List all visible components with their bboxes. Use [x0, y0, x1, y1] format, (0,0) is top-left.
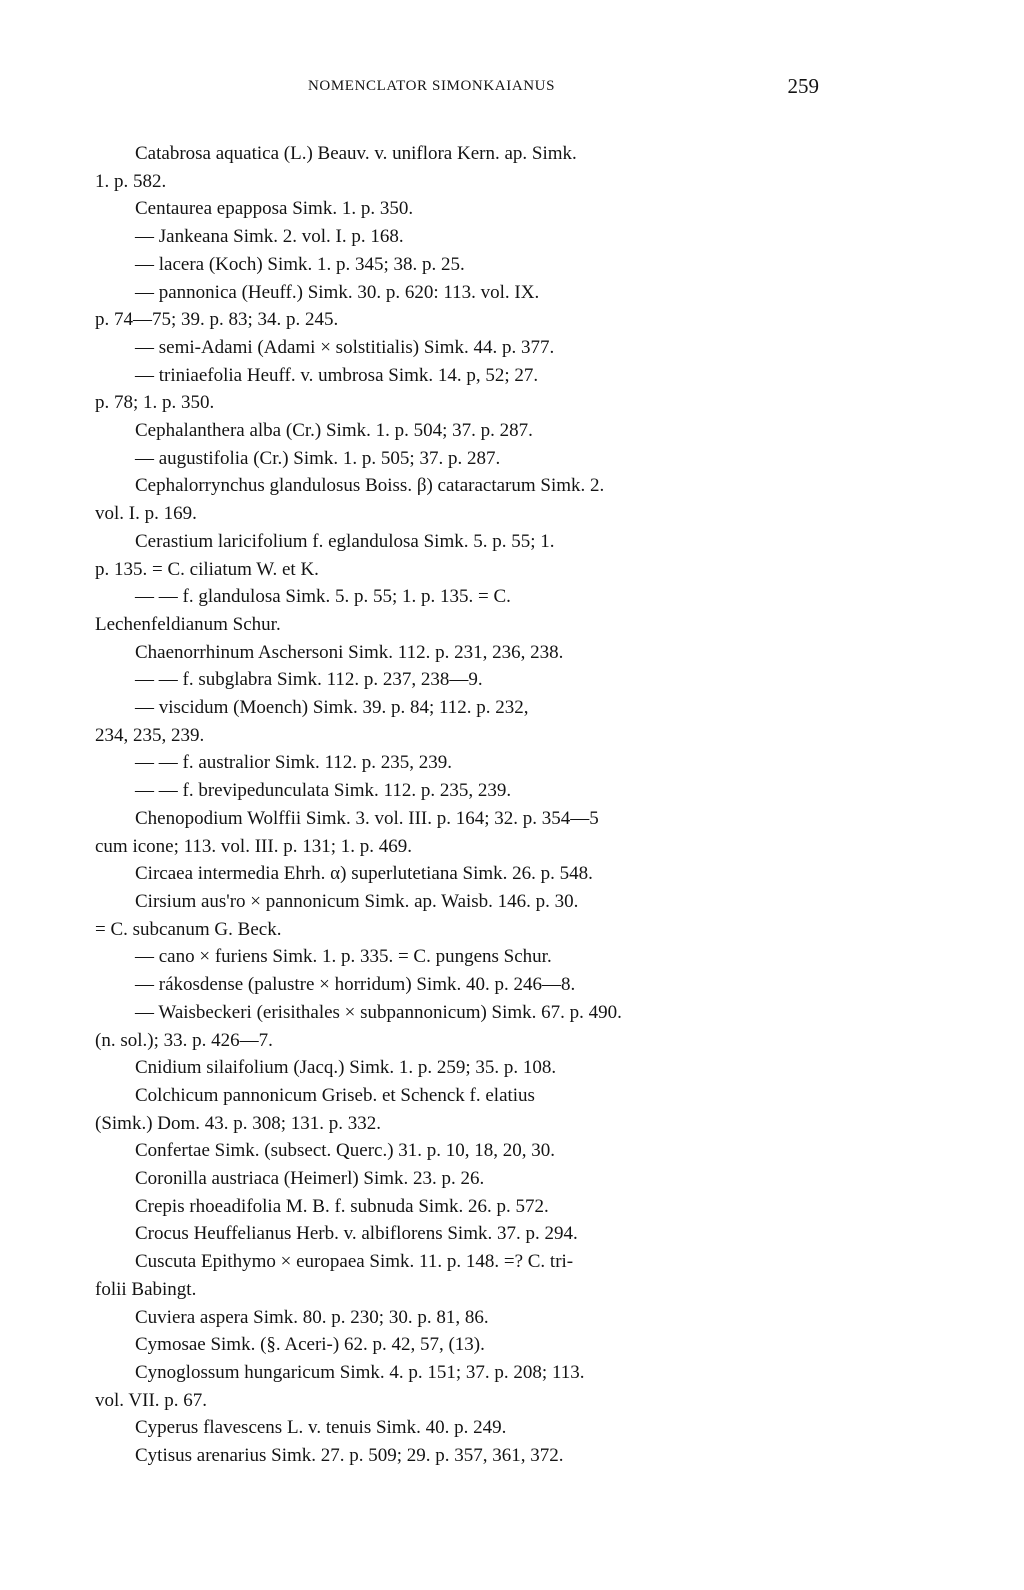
index-line: Crepis rhoeadifolia M. B. f. subnuda Simk. 26. p. 572. — [135, 1195, 549, 1217]
index-line: Confertae Simk. (subsect. Querc.) 31. p. 10, 18, 20, 30. — [135, 1140, 556, 1162]
index-line: Lechenfeldianum Schur. — [95, 613, 281, 635]
index-line: Cymosae Simk. (§. Aceri-) 62. p. 42, 57, (13). — [135, 1334, 485, 1356]
index-line: Colchicum pannonicum Griseb. et Schenck f. elatius — [135, 1084, 535, 1106]
index-line: — viscidum (Moench) Simk. 39. p. 84; 112. p. 232, — [135, 697, 529, 719]
index-line: cum icone; 113. vol. III. p. 131; 1. p. 469. — [95, 835, 412, 857]
index-line: Cirsium aus'ro × pannonicum Simk. ap. Waisb. 146. p. 30. — [135, 890, 579, 912]
index-line: Circaea intermedia Ehrh. α) superlutetiana Simk. 26. p. 548. — [135, 863, 593, 885]
index-line: — — f. glandulosa Simk. 5. p. 55; 1. p. 135. = C. — [135, 586, 511, 608]
index-line: p. 78; 1. p. 350. — [95, 392, 215, 414]
index-line: Centaurea epapposa Simk. 1. p. 350. — [135, 198, 414, 220]
index-line: (n. sol.); 33. p. 426—7. — [95, 1029, 273, 1051]
index-line: Cuviera aspera Simk. 80. p. 230; 30. p. 81, 86. — [135, 1306, 489, 1328]
index-line: — lacera (Koch) Simk. 1. p. 345; 38. p. 25. — [135, 253, 465, 275]
index-line: p. 74—75; 39. p. 83; 34. p. 245. — [95, 309, 339, 331]
index-line: p. 135. = C. ciliatum W. et K. — [95, 558, 319, 580]
index-line: Cuscuta Epithymo × europaea Simk. 11. p. 148. =? C. tri- — [135, 1251, 574, 1273]
index-line: 1. p. 582. — [95, 170, 167, 192]
index-line: Chenopodium Wolffii Simk. 3. vol. III. p. 164; 32. p. 354—5 — [135, 807, 599, 829]
index-line: Cephalorrynchus glandulosus Boiss. β) cataractarum Simk. 2. — [135, 475, 605, 497]
index-line: — cano × furiens Simk. 1. p. 335. = C. pungens Schur. — [135, 946, 552, 968]
index-line: = C. subcanum G. Beck. — [95, 918, 282, 940]
index-entries — [95, 140, 825, 1470]
index-line: vol. VII. p. 67. — [95, 1389, 208, 1411]
index-line: — — f. brevipedunculata Simk. 112. p. 235, 239. — [135, 780, 512, 802]
index-line: — — f. australior Simk. 112. p. 235, 239. — [135, 752, 452, 774]
page-header — [0, 74, 1024, 108]
index-line: — Waisbeckeri (erisithales × subpannonicum) Simk. 67. p. 490. — [135, 1001, 622, 1023]
index-line: Catabrosa aquatica (L.) Beauv. v. uniflora Kern. ap. Simk. — [135, 143, 577, 164]
index-line: — Jankeana Simk. 2. vol. I. p. 168. — [135, 226, 404, 248]
index-line: Cynoglossum hungaricum Simk. 4. p. 151; 37. p. 208; 113. — [135, 1361, 585, 1383]
index-line: (Simk.) Dom. 43. p. 308; 131. p. 332. — [95, 1112, 382, 1134]
index-line: Coronilla austriaca (Heimerl) Simk. 23. p. 26. — [135, 1168, 485, 1190]
index-line: — triniaefolia Heuff. v. umbrosa Simk. 14. p, 52; 27. — [135, 364, 539, 386]
index-line: Chaenorrhinum Aschersoni Simk. 112. p. 231, 236, 238. — [135, 641, 564, 663]
index-line: Cerastium laricifolium f. eglandulosa Simk. 5. p. 55; 1. — [135, 530, 555, 552]
index-line: Cnidium silaifolium (Jacq.) Simk. 1. p. 259; 35. p. 108. — [135, 1057, 557, 1079]
index-line: — — f. subglabra Simk. 112. p. 237, 238—9. — [135, 669, 483, 691]
index-line: Cephalanthera alba (Cr.) Simk. 1. p. 504; 37. p. 287. — [135, 420, 533, 442]
index-line: Cyperus flavescens L. v. tenuis Simk. 40. p. 249. — [135, 1417, 507, 1439]
index-line: — rákosdense (palustre × horridum) Simk. 40. p. 246—8. — [135, 974, 576, 996]
index-line: — semi-Adami (Adami × solstitialis) Simk. 44. p. 377. — [135, 336, 555, 358]
index-line: — augustifolia (Cr.) Simk. 1. p. 505; 37. p. 287. — [135, 447, 501, 469]
page-number: 259 — [787, 74, 819, 98]
index-line: vol. I. p. 169. — [95, 503, 197, 525]
index-line: folii Babingt. — [95, 1278, 197, 1300]
index-line: — pannonica (Heuff.) Simk. 30. p. 620: 113. vol. IX. — [135, 281, 540, 303]
index-line: Cytisus arenarius Simk. 27. p. 509; 29. p. 357, 361, 372. — [135, 1445, 564, 1467]
running-title: NOMENCLATOR SIMONKAIANUS — [308, 78, 556, 94]
index-line: 234, 235, 239. — [95, 724, 205, 746]
index-line: Crocus Heuffelianus Herb. v. albiflorens Simk. 37. p. 294. — [135, 1223, 578, 1245]
